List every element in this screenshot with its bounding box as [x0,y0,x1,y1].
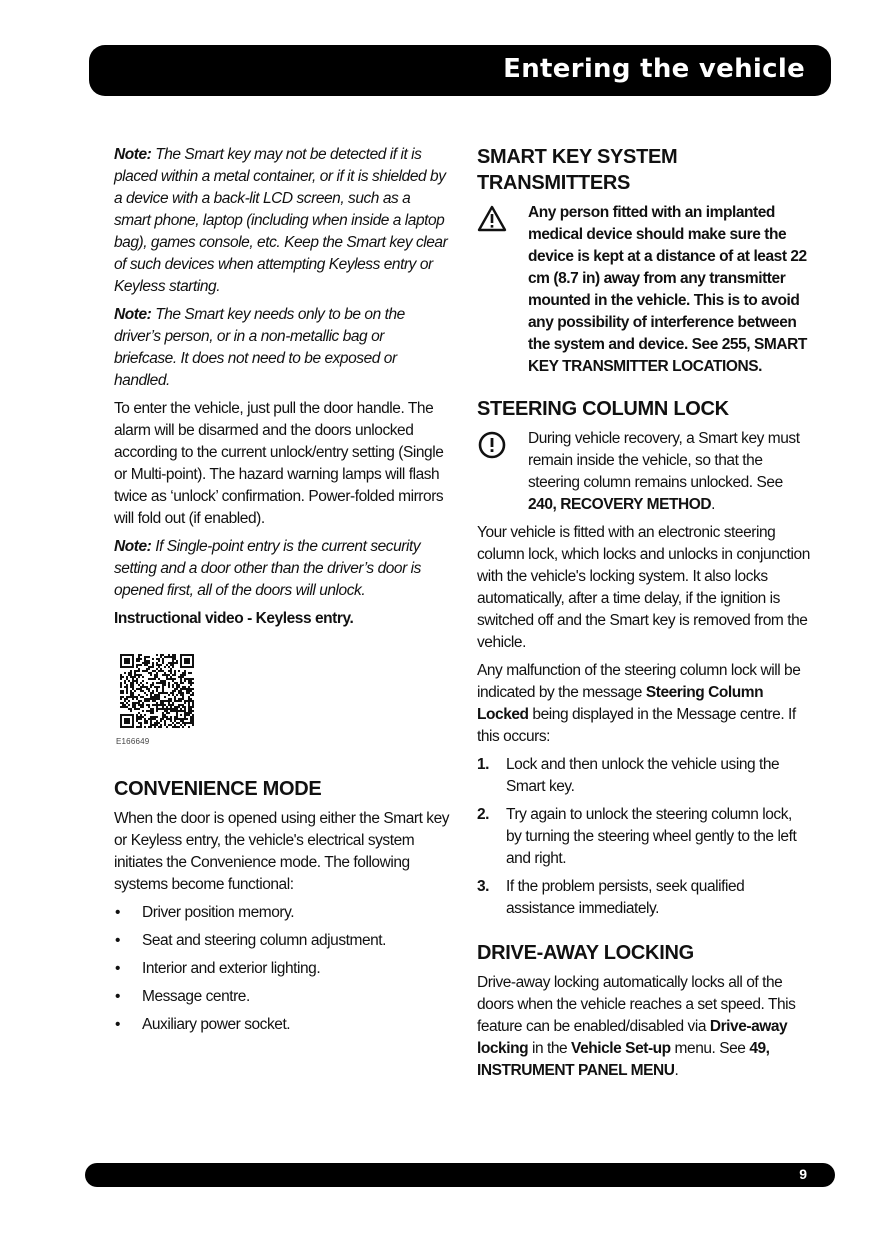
caution-text: During vehicle recovery, a Smart key must remain inside the vehicle, so that the steering column remains unlocked. See 240, RECOVERY METHOD. [528,430,800,513]
note-single-point-entry: Note: If Single-point entry is the current security setting and a door other than the driver’s door is opened first, all of the doors will unlock. [114,538,421,599]
caution-exclamation-icon [477,430,507,460]
malfunction-steps [477,754,811,920]
warning-triangle-icon [477,204,507,234]
paragraph-steering-lock: Your vehicle is fitted with an electronic steering column lock, which locks and unlocks in conjunction with the vehicle's locking system. It also locks automatically, after a time delay, if the ignition is switched off and the Smart key is removed from the vehicle. [477,524,810,651]
qr-code-figure[interactable] [116,654,200,746]
list-item: 3. If the problem persists, seek qualified assistance immediately. [477,878,745,917]
list-item: • Seat and steering column adjustment. [115,932,387,949]
page-number: 9 [799,1166,807,1182]
heading-steering-column-lock: STEERING COLUMN LOCK [477,398,729,420]
paragraph-malfunction: Any malfunction of the steering column lock will be indicated by the message Steering Column Locked being displayed in the Message centre. If this occurs: [477,662,801,745]
note-drivers-person: Note: The Smart key needs only to be on the driver’s person, or in a non-metallic bag or briefcase. It does not need to be exposed or handled. [114,306,405,389]
instructional-video-label: Instructional video - Keyless entry. [114,610,354,627]
figure-caption: E166649 [116,737,150,746]
note-metal-container: Note: The Smart key may not be detected if it is placed within a metal container, or if it is shielded by a device with a back-lit LCD screen, such as a smart phone, laptop (including when inside a laptop bag), games console, etc. Keep the Smart key clear of such devices when attempting Keyless entry or Keyless starting. [114,146,448,295]
list-item: • Driver position memory. [115,904,295,921]
paragraph-drive-away: Drive-away locking automatically locks all of the doors when the vehicle reaches a set speed. This feature can be enabled/disabled via Drive-away locking in the Vehicle Set-up menu. See 49, INSTRUMENT PANEL MENU. [477,974,796,1079]
warning-text: Any person fitted with an implanted medical device should make sure the device is kept at a distance of at least 22 cm (8.7 in) away from any transmitter mounted in the vehicle. This is to avoid any possibility of interference between the system and device. See 255, SMART KEY TRANSMITTER LOCATIONS. [528,204,807,375]
heading-drive-away-locking: DRIVE-AWAY LOCKING [477,942,694,964]
heading-smart-key-transmitters: SMART KEY SYSTEM TRANSMITTERS [477,146,678,194]
page-title: Entering the vehicle [503,54,805,84]
list-item: 2. Try again to unlock the steering column lock, by turning the steering wheel gently to the left and right. [477,806,797,867]
list-item: • Auxiliary power socket. [115,1016,291,1033]
header-bar [89,45,831,96]
warning-callout [477,202,811,378]
instrument-panel-menu-reference[interactable]: 49, INSTRUMENT PANEL MENU [477,1040,770,1079]
qr-code-icon[interactable] [120,654,194,728]
list-item: • Interior and exterior lighting. [115,960,321,977]
paragraph-convenience-intro: When the door is opened using either the Smart key or Keyless entry, the vehicle's electrical system initiates the Convenience mode. The following systems become functional: [114,810,450,893]
recovery-method-reference[interactable]: 240, RECOVERY METHOD [528,496,712,513]
list-item: 1. Lock and then unlock the vehicle using the Smart key. [477,756,780,795]
caution-callout [477,428,811,516]
convenience-list [114,902,450,1036]
list-item: • Message centre. [115,988,250,1005]
right-column [477,144,811,1088]
paragraph-enter-vehicle: To enter the vehicle, just pull the door handle. The alarm will be disarmed and the doors unlocked according to the current unlock/entry setting (Single or Multi-point). The hazard warning lamps will flash twice as ‘unlock’ confirmation. Power-folded mirrors will fold out (if enabled). [114,400,444,527]
footer-bar [85,1163,835,1187]
heading-convenience-mode: CONVENIENCE MODE [114,778,322,800]
left-column [114,144,450,1042]
